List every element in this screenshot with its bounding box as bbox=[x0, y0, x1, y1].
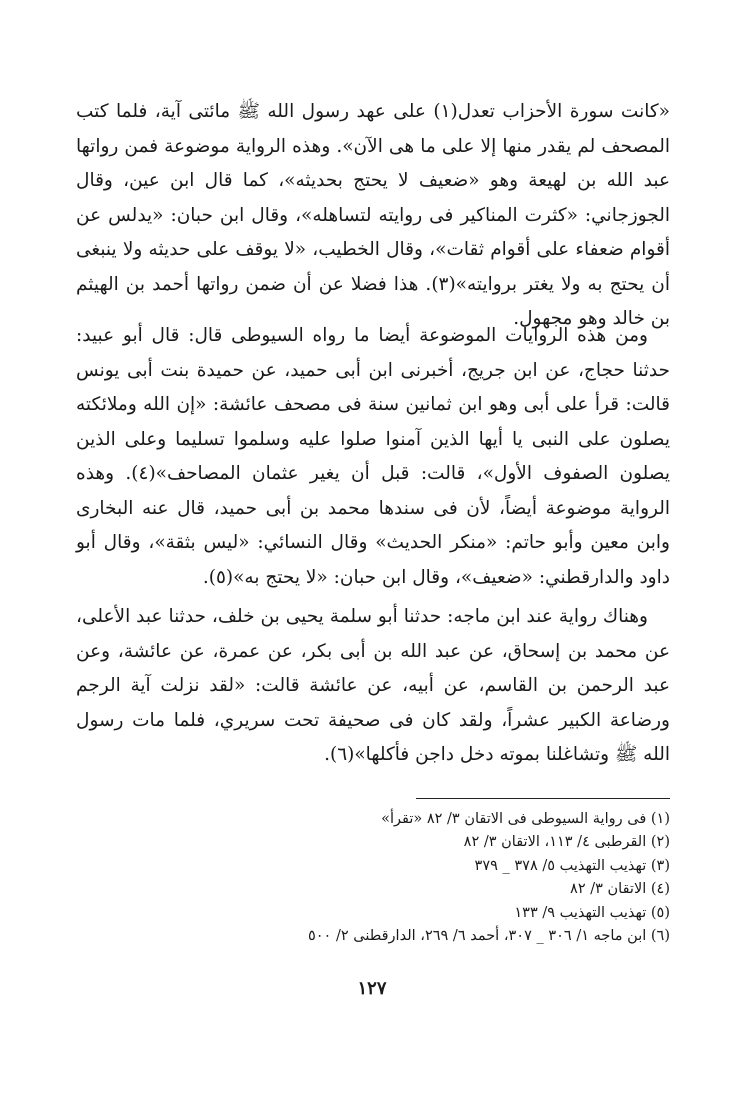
paragraph-3: وهناك رواية عند ابن ماجه: حدثنا أبو سلمة يحيى بن خلف، حدثنا عبد الأعلى، عن محمد بن إسحاق، عن عبد الله بن أبى بكر، عن عمرة، عن عائشة، وعن عبد الرحمن بن القاسم، عن أبيه، عن عائشة قالت: «لقد نزلت آية الرجم ورضاعة الكبير عشراً، ولقد كان فى صحيفة تحت سريري، فلما مات رسول الله ﷺ وتشاغلنا بموته دخل داجن فأكلها»(٦). bbox=[76, 606, 670, 765]
footnote-divider bbox=[416, 798, 670, 799]
paragraph-2: ومن هذه الروايات الموضوعة أيضا ما رواه السيوطى قال: قال أبو عبيد: حدثنا حجاج، عن ابن جريج، أخبرنى ابن أبى حميد، عن حميدة بنت أبى يونس قالت: قرأ على أبى وهو ابن ثمانين سنة فى مصحف عائشة: «إن الله وملائكته يصلون على النبى يا أيها الذين آمنوا صلوا عليه وسلموا تسليما وعلى الذين يصلون الصفوف الأول»، قالت: قبل أن يغير عثمان المصاحف»(٤). وهذه الرواية موضوعة أيضاً، لأن فى سندها محمد بن أبى حميد، قال عنه البخارى وابن معين وأبو حاتم: «منكر الحديث» وقال النسائي: «ليس بثقة»، وقال أبو داود والدارقطني: «ضعيف»، وقال ابن حبان: «لا يحتج به»(٥). bbox=[76, 325, 670, 588]
footnote-3: (٣) تهذيب التهذيب ٥/ ٣٧٨ _ ٣٧٩ bbox=[474, 857, 670, 874]
footnote-2: (٢) القرطبى ٤/ ١١٣، الاتقان ٣/ ٨٢ bbox=[463, 834, 670, 851]
footnotes-list bbox=[120, 808, 670, 948]
page-number: ١٢٧ bbox=[357, 978, 387, 999]
footnote-1: (١) فى رواية السيوطى فى الاتقان ٣/ ٨٢ «تقرأ» bbox=[381, 811, 670, 827]
footnote-5: (٥) تهذيب التهذيب ٩/ ١٣٣ bbox=[514, 904, 670, 921]
footnote-6: (٦) ابن ماجه ١/ ٣٠٦ _ ٣٠٧، أحمد ٦/ ٢٦٩، الدارقطنى ٢/ ٥٠٠ bbox=[307, 928, 670, 945]
paragraph-1: «كانت سورة الأحزاب تعدل(١) على عهد رسول الله ﷺ مائتى آية، فلما كتب المصحف لم يقدر منها إلا على ما هى الآن». وهذه الرواية موضوعة فمن رواتها عبد الله بن لهيعة وهو «ضعيف لا يحتج بحديثه»، كما قال ابن عين، وقال الجوزجاني: «كثرت المناكير فى روايته لتساهله»، وقال ابن حبان: «يدلس عن أقوام ضعفاء على أقوام ثقات»، وقال الخطيب، «لا يوقف على حديثه ولا ينبغى أن يحتج به ولا يغتر بروايته»(٣). هذا فضلا عن أن ضمن رواتها أحمد بن الهيثم بن خالد وهو مجهول. bbox=[76, 101, 670, 329]
footnote-4: (٤) الاتقان ٣/ ٨٢ bbox=[570, 881, 670, 898]
